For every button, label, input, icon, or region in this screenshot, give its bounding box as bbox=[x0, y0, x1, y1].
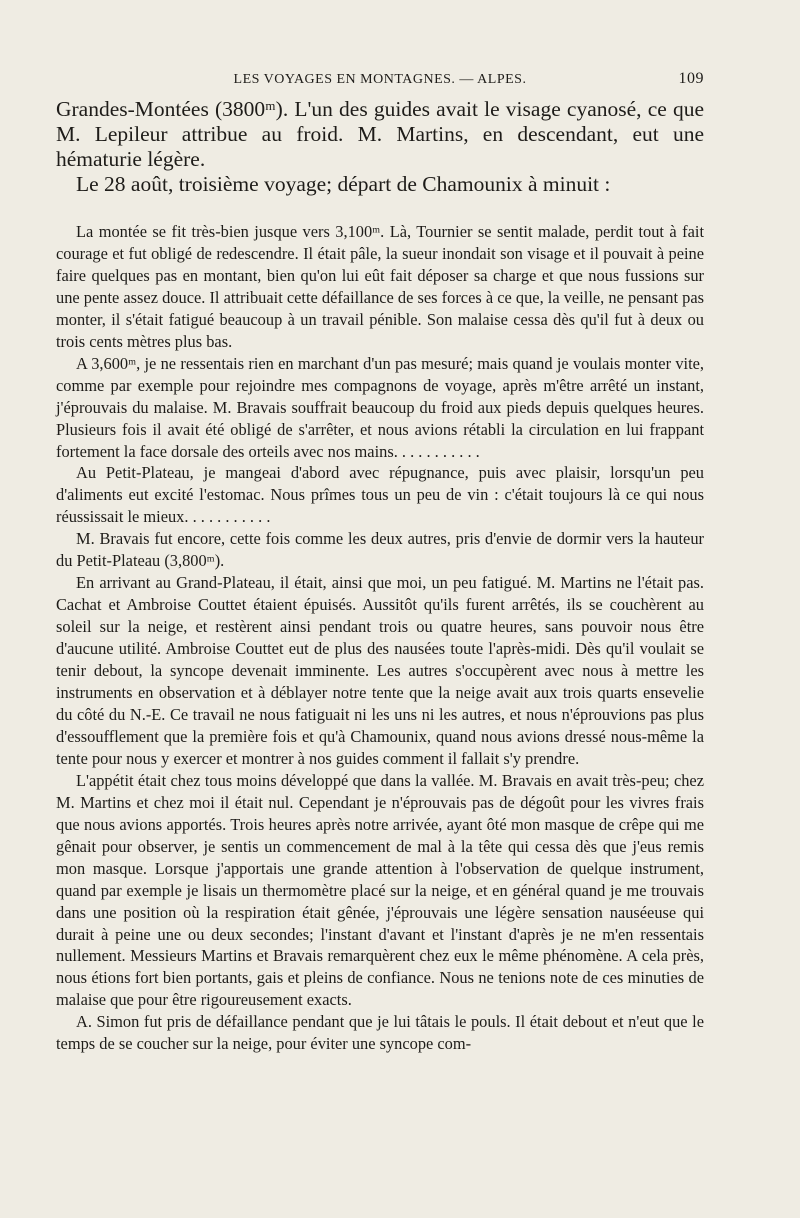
body-paragraph: La montée se fit très-bien jusque vers 3,100ᵐ. Là, Tournier se sentit malade, perdit tout à fait courage et fut obligé de redescendre. Il était pâle, la sueur inondait son visage et il pouvait à peine faire quelques pas en montant, bien qu'on lui eût fait déposer sa charge et que nous fussions sur une pente assez douce. Il attribuait cette défaillance de ses forces à ce que, la veille, ne pensant pas monter, il s'était fatigué beaucoup à un travail pénible. Son malaise cessa dès qu'il fut à deux ou trois cents mètres plus bas. bbox=[56, 222, 704, 351]
body-paragraph: A 3,600ᵐ, je ne ressentais rien en marchant d'un pas mesuré; mais quand je voulais monter vite, comme par exemple pour rejoindre mes compagnons de voyage, après m'être arrêté un instant, j'éprouvais du malaise. M. Bravais souffrait beaucoup du froid aux pieds depuis quelques heures. Plusieurs fois il avait été obligé de s'arrêter, et nous avions rétabli la circulation en lui frappant fortement la face dorsale des orteils avec nos mains. . . . . . . . . . . bbox=[56, 353, 704, 461]
body-paragraph: En arrivant au Grand-Plateau, il était, ainsi que moi, un peu fatigué. M. Martins ne l'était pas. Cachat et Ambroise Couttet étaient épuisés. Aussitôt qu'ils furent arrêtés, ils se couchèrent au soleil sur la neige, et restèrent ainsi pendant trois ou quatre heures, sans pouvoir nous être d'aucune utilité. Ambroise Couttet eut de plus des nausées toute l'après-midi. Dès qu'il voulait se tenir debout, la syncope devenait imminente. Les autres s'occupèrent avec nous à mettre les instruments en observation et à déblayer notre tente que la neige avait aux trois quarts ensevelie du côté du N.-E. Ce travail ne nous fatiguait ni les uns ni les autres, et nous n'éprouvions pas plus d'essoufflement que la première fois et qu'à Chamounix, quand nous avions dressé nous-même la tente pour nous y exercer et montrer à nos guides comment il fallait s'y prendre. bbox=[56, 573, 704, 768]
intro-paragraph: Grandes-Montées (3800ᵐ). L'un des guides avait le visage cyanosé, ce que M. Lepileur attribue au froid. M. Martins, en descendant, eut une hématurie légère. bbox=[56, 97, 704, 171]
body-paragraph: A. Simon fut pris de défaillance pendant que je lui tâtais le pouls. Il était debout et n'eut que le temps de se coucher sur la neige, pour éviter une syncope com- bbox=[56, 1012, 704, 1054]
running-head: LES VOYAGES EN MONTAGNES. — ALPES. bbox=[233, 72, 527, 87]
body-paragraph: L'appétit était chez tous moins développé que dans la vallée. M. Bravais en avait très-peu; chez M. Martins et chez moi il était nul. Cependant je n'éprouvais pas de dégoût pour les vivres frais que nous avions apportés. Trois heures après notre arrivée, ayant ôté mon masque de crêpe qui me gênait pour observer, je sentis un commencement de mal à la tête qui cessa dès que j'eus remis mon masque. Lorsque j'apportais une grande attention à l'observation de quelque instrument, quand par exemple je lisais un thermomètre placé sur la neige, et en général quand je me trouvais dans une position où la respiration était gênée, j'éprouvais une légère sensation nauséeuse qui durait à peine une ou deux secondes; l'instant d'avant et l'instant d'après je ne m'en ressentais nullement. Messieurs Martins et Bravais remarquèrent chez eux le même phénomène. A cela près, nous étions fort bien portants, gais et pleins de confiance. Nous ne tenions note de ces minuties de malaise que pour être rigoureusement exacts. bbox=[56, 770, 704, 1010]
body-paragraph: M. Bravais fut encore, cette fois comme les deux autres, pris d'envie de dormir vers la hauteur du Petit-Plateau (3,800ᵐ). bbox=[56, 529, 704, 571]
body-paragraph: Au Petit-Plateau, je mangeai d'abord avec répugnance, puis avec plaisir, lorsqu'un peu d'aliments eut excité l'estomac. Nous prîmes tous un peu de vin : c'était toujours là ce qui nous réussissait le mieux. . . . . . . . . . . bbox=[56, 463, 704, 527]
intro-text bbox=[56, 97, 704, 197]
page-number: 109 bbox=[678, 70, 704, 87]
intro-paragraph: Le 28 août, troisième voyage; départ de Chamounix à minuit : bbox=[76, 172, 611, 196]
quoted-body bbox=[56, 221, 704, 1055]
page-header bbox=[56, 68, 704, 92]
